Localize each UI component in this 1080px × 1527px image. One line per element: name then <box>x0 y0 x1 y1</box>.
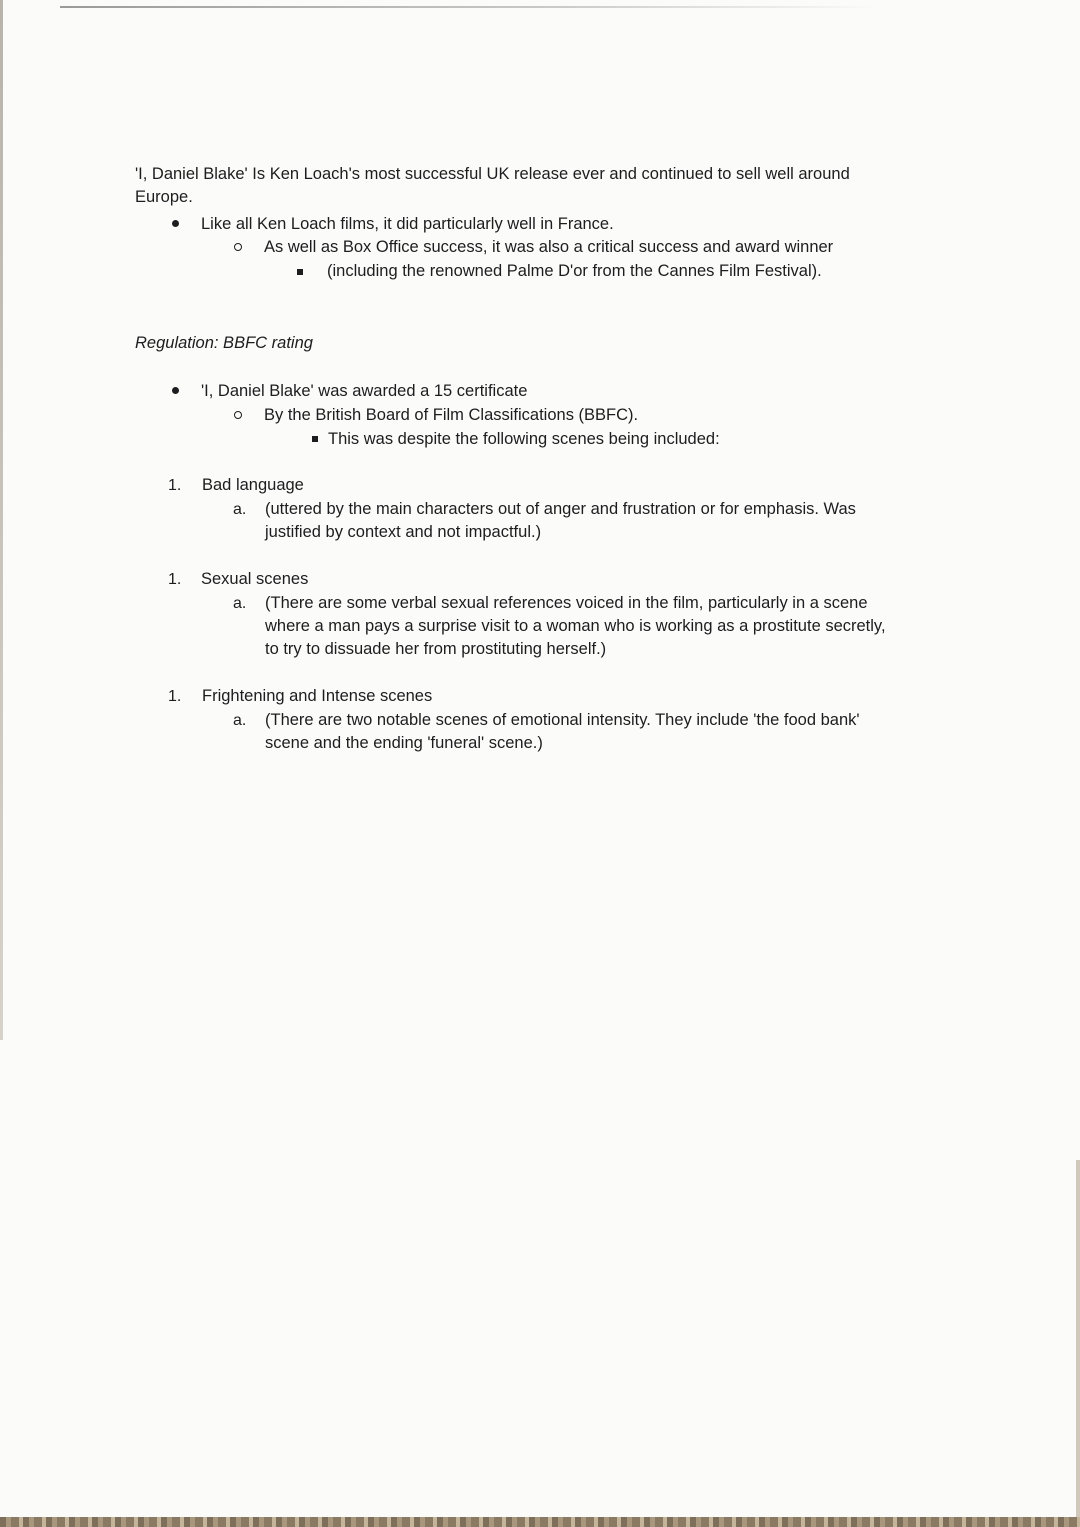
paper-bottom-edge <box>0 1517 1080 1527</box>
bullet-circle-icon <box>234 243 242 251</box>
scene-title: Bad language <box>202 476 304 494</box>
scene-number: 1. <box>168 688 182 705</box>
bullet-circle-icon <box>234 411 242 419</box>
scene-description-line: (uttered by the main characters out of anger and frustration or for emphasis. Was <box>265 500 856 518</box>
scene-letter: a. <box>233 595 247 612</box>
intro-line-1: 'I, Daniel Blake' Is Ken Loach's most successful UK release ever and continued to sell well around <box>135 165 850 183</box>
paper-top-edge <box>60 6 880 8</box>
regulation-heading: Regulation: BBFC rating <box>135 334 313 352</box>
scene-title: Frightening and Intense scenes <box>202 687 433 705</box>
scene-title: Sexual scenes <box>201 570 309 588</box>
intro-bullet: Like all Ken Loach films, it did particularly well in France. <box>201 215 614 233</box>
scene-number: 1. <box>168 477 182 494</box>
scene-description-line: justified by context and not impactful.) <box>265 523 542 541</box>
regulation-bullet: 'I, Daniel Blake' was awarded a 15 certificate <box>201 382 528 400</box>
intro-sub-bullet: As well as Box Office success, it was also a critical success and award winner <box>264 238 834 256</box>
bullet-square-icon <box>297 269 303 275</box>
scene-description-line: scene and the ending 'funeral' scene.) <box>265 734 543 752</box>
paper-right-edge <box>1076 1160 1080 1520</box>
scene-description-line: to try to dissuade her from prostituting herself.) <box>265 640 607 658</box>
scene-letter: a. <box>233 501 247 518</box>
scene-description-line: where a man pays a surprise visit to a woman who is working as a prostitute secretly, <box>265 617 886 635</box>
regulation-sub-bullet: By the British Board of Film Classifications (BBFC). <box>264 406 639 424</box>
scene-description-line: (There are some verbal sexual references voiced in the film, particularly in a scene <box>265 594 868 612</box>
regulation-subsub-bullet: This was despite the following scenes being included: <box>328 430 720 448</box>
paper-left-edge <box>0 0 3 1040</box>
intro-subsub-bullet: (including the renowned Palme D'or from the Cannes Film Festival). <box>327 262 822 280</box>
scene-description-line: (There are two notable scenes of emotional intensity. They include 'the food bank' <box>265 711 860 729</box>
bullet-disc-icon <box>172 220 179 227</box>
scene-number: 1. <box>168 571 182 588</box>
scene-letter: a. <box>233 712 247 729</box>
bullet-disc-icon <box>172 387 179 394</box>
intro-line-2: Europe. <box>135 188 193 206</box>
bullet-square-icon <box>312 436 318 442</box>
